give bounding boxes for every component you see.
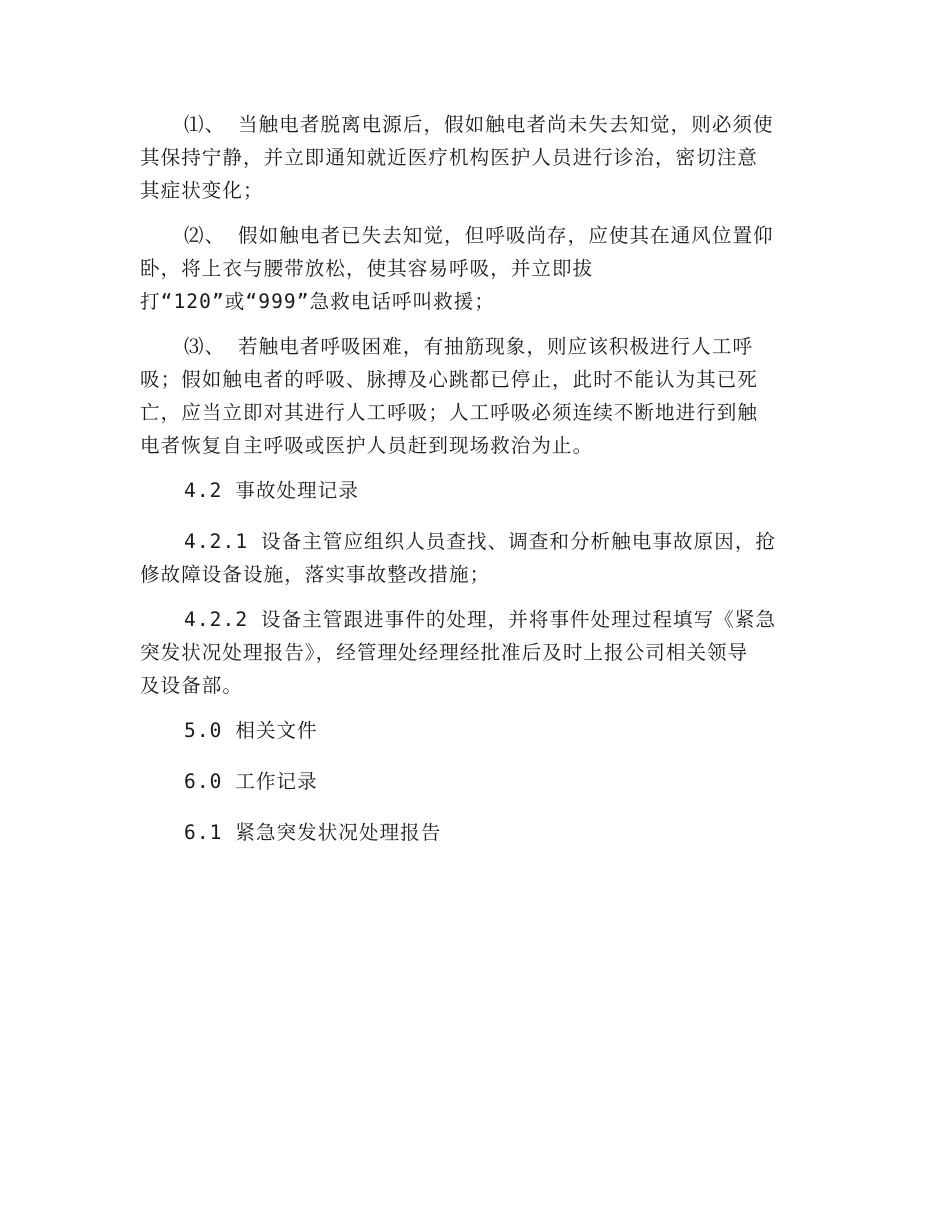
section-heading-6-0 xyxy=(140,765,800,798)
text-line: ⑴、 当触电者脱离电源后，假如触电者尚未失去知觉，则必须使 xyxy=(184,113,774,136)
text-line: 5.0 相关文件 xyxy=(184,719,318,742)
text-line: 4.2 事故处理记录 xyxy=(184,479,359,502)
paragraph-first-aid-breathing xyxy=(140,330,800,462)
text-line: 4.2.1 设备主管应组织人员查找、调查和分析触电事故原因，抢 xyxy=(184,530,777,553)
text-line: 其保持宁静，并立即通知就近医疗机构医护人员进行诊治，密切注意 xyxy=(140,146,759,169)
text-line: 打“120”或“999”急救电话呼叫救援； xyxy=(140,290,495,313)
paragraph-4-2-1 xyxy=(140,525,800,591)
paragraph-first-aid-unconscious xyxy=(140,219,800,318)
text-line: ⑵、 假如触电者已失去知觉，但呼吸尚存，应使其在通风位置仰 xyxy=(184,224,774,247)
text-line: 吸；假如触电者的呼吸、脉搏及心跳都已停止，此时不能认为其已死 xyxy=(140,368,759,391)
text-line: 6.1 紧急突发状况处理报告 xyxy=(184,821,442,844)
paragraph-first-aid-conscious xyxy=(140,108,800,207)
text-line: 4.2.2 设备主管跟进事件的处理，并将事件处理过程填写《紧急 xyxy=(184,608,777,631)
text-line: 突发状况处理报告》，经管理处经理经批准后及时上报公司相关领导 xyxy=(140,641,749,664)
text-line: 卧，将上衣与腰带放松，使其容易呼吸，并立即拔 xyxy=(140,257,594,280)
text-line: 亡，应当立即对其进行人工呼吸；人工呼吸必须连续不断地进行到触 xyxy=(140,401,759,424)
paragraph-4-2-2 xyxy=(140,603,800,702)
text-line: ⑶、 若触电者呼吸困难，有抽筋现象，则应该积极进行人工呼 xyxy=(184,335,754,358)
text-line: 6.0 工作记录 xyxy=(184,770,318,793)
text-line: 修故障设备设施，落实事故整改措施； xyxy=(140,563,491,586)
section-heading-5-0 xyxy=(140,714,800,747)
text-line: 电者恢复自主呼吸或医护人员赶到现场救治为止。 xyxy=(140,434,594,457)
section-heading-6-1 xyxy=(140,816,800,849)
text-line: 其症状变化； xyxy=(140,179,264,202)
section-heading-4-2 xyxy=(140,474,800,507)
text-line: 及设备部。 xyxy=(140,674,244,697)
